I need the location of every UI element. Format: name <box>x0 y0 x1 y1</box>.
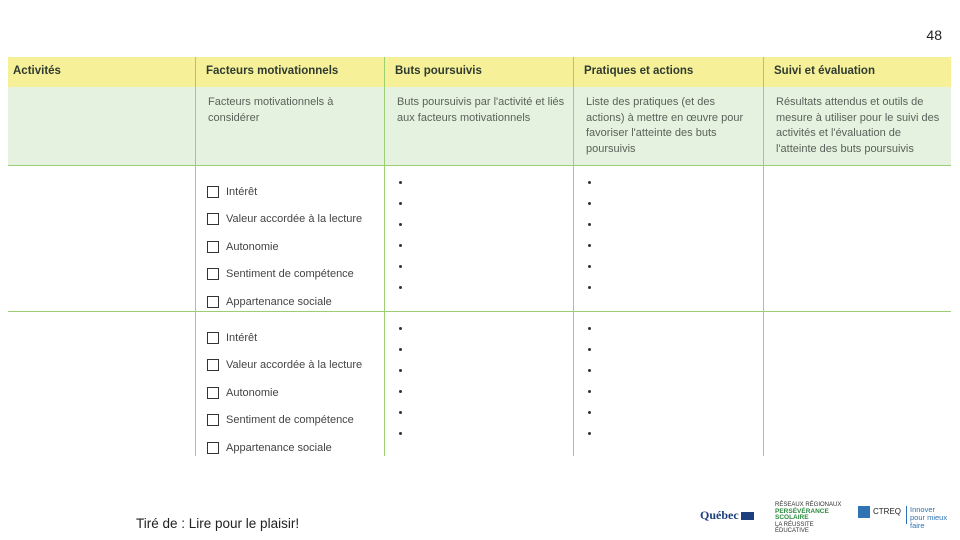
quebec-logo-text: Québec <box>700 508 739 522</box>
checkbox[interactable] <box>207 359 219 371</box>
desc-activites <box>8 87 196 165</box>
bullet-item <box>588 327 763 348</box>
checkbox[interactable] <box>207 296 219 308</box>
factor-label: Appartenance sociale <box>226 295 332 308</box>
ctreq-mark-icon <box>858 506 870 518</box>
factor-label: Appartenance sociale <box>226 441 332 454</box>
bullet-item <box>399 181 573 202</box>
checkbox[interactable] <box>207 332 219 344</box>
activity-cell[interactable] <box>8 166 196 311</box>
bullet-item <box>588 369 763 390</box>
innover-logo-line1: Innover <box>910 505 936 514</box>
bullet-item <box>588 390 763 411</box>
desc-pratiques: Liste des pratiques (et des actions) à mettre en œuvre pour favoriser l'atteinte des buts poursuivis <box>574 87 764 165</box>
factor-item[interactable] <box>196 206 384 234</box>
checkbox[interactable] <box>207 241 219 253</box>
checkbox[interactable] <box>207 387 219 399</box>
factor-label: Autonomie <box>226 386 279 399</box>
desc-buts: Buts poursuivis par l'activité et liés aux facteurs motivationnels <box>385 87 574 165</box>
bullet-item <box>399 202 573 223</box>
bullet-item <box>399 286 573 307</box>
bullet-item <box>588 244 763 265</box>
header-buts: Buts poursuivis <box>385 57 574 87</box>
checkbox[interactable] <box>207 414 219 426</box>
factor-label: Autonomie <box>226 240 279 253</box>
header-pratiques: Pratiques et actions <box>574 57 764 87</box>
bullet-item <box>588 265 763 286</box>
goals-bullet-list <box>385 324 573 453</box>
factor-item[interactable] <box>196 434 384 462</box>
goals-cell[interactable] <box>385 312 574 456</box>
page-number: 48 <box>926 27 942 43</box>
table-row <box>8 165 951 311</box>
factor-item[interactable] <box>196 407 384 435</box>
header-activites: Activités <box>8 57 196 87</box>
bullet-item <box>399 411 573 432</box>
practices-cell[interactable] <box>574 166 764 311</box>
perseverance-logo-line1: RÉSEAUX RÉGIONAUX <box>775 502 842 508</box>
factor-label: Intérêt <box>226 331 258 344</box>
activity-cell[interactable] <box>8 312 196 456</box>
factor-item[interactable] <box>196 352 384 380</box>
perseverance-logo-line3: LA RÉUSSITE ÉDUCATIVE <box>775 521 814 534</box>
planning-table <box>8 57 951 456</box>
table-description-row <box>8 87 951 165</box>
factors-cell <box>196 166 385 311</box>
evaluation-cell[interactable] <box>764 312 951 456</box>
checkbox[interactable] <box>207 442 219 454</box>
innover-logo-line2: pour mieux faire <box>910 513 948 530</box>
bullet-item <box>399 327 573 348</box>
checkbox[interactable] <box>207 268 219 280</box>
table-row <box>8 311 951 456</box>
bullet-item <box>588 432 763 453</box>
ctreq-logo-text: CTREQ <box>873 507 901 517</box>
factor-label: Sentiment de compétence <box>226 414 354 427</box>
factor-item[interactable] <box>196 233 384 261</box>
table-header-row <box>8 57 951 87</box>
header-facteurs: Facteurs motivationnels <box>196 57 385 87</box>
bullet-item <box>588 411 763 432</box>
factor-item[interactable] <box>196 178 384 206</box>
desc-suivi: Résultats attendus et outils de mesure à utiliser pour le suivi des activités et l'évaluation de l'atteinte des buts poursuivis <box>776 96 940 155</box>
bullet-item <box>399 244 573 265</box>
bullet-item <box>588 202 763 223</box>
factor-label: Valeur accordée à la lecture <box>226 359 363 372</box>
perseverance-logo <box>775 502 843 534</box>
factors-cell <box>196 312 385 456</box>
quebec-logo <box>700 508 754 523</box>
practices-bullet-list <box>574 178 763 307</box>
factor-item[interactable] <box>196 324 384 352</box>
factor-item[interactable] <box>196 379 384 407</box>
bullet-item <box>399 265 573 286</box>
checkbox[interactable] <box>207 186 219 198</box>
bullet-item <box>588 181 763 202</box>
bullet-item <box>399 369 573 390</box>
goals-bullet-list <box>385 178 573 307</box>
fleur-de-lys-flag-icon <box>741 512 754 520</box>
practices-bullet-list <box>574 324 763 453</box>
goals-cell[interactable] <box>385 166 574 311</box>
factor-label: Valeur accordée à la lecture <box>226 213 363 226</box>
header-suivi: Suivi et évaluation <box>774 65 875 77</box>
evaluation-cell[interactable] <box>764 166 951 311</box>
checkbox[interactable] <box>207 213 219 225</box>
factor-item[interactable] <box>196 261 384 289</box>
factor-label: Intérêt <box>226 185 258 198</box>
innover-logo <box>906 505 952 530</box>
bullet-item <box>399 348 573 369</box>
practices-cell[interactable] <box>574 312 764 456</box>
factor-label: Sentiment de compétence <box>226 268 354 281</box>
bullet-item <box>588 286 763 307</box>
desc-facteurs: Facteurs motivationnels à considérer <box>196 87 385 165</box>
bullet-item <box>588 223 763 244</box>
ctreq-logo <box>858 506 901 518</box>
perseverance-logo-line2: PERSÉVÉRANCE SCOLAIRE <box>775 507 829 521</box>
bullet-item <box>399 223 573 244</box>
bullet-item <box>399 390 573 411</box>
bullet-item <box>399 432 573 453</box>
bullet-item <box>588 348 763 369</box>
source-caption: Tiré de : Lire pour le plaisir! <box>136 516 300 531</box>
partner-logos <box>700 500 952 534</box>
